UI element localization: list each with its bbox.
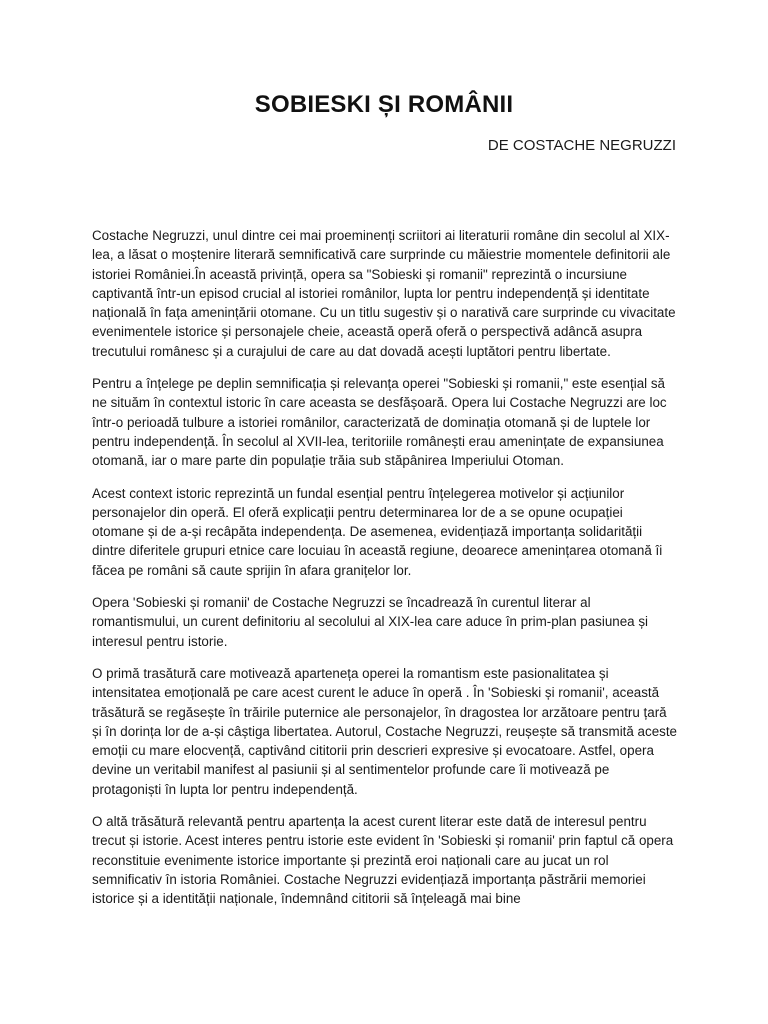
paragraph-2: Pentru a înțelege pe deplin semnificația și relevanța operei "Sobieski și romanii," este esențial să ne situăm în contextul istoric în care aceasta se desfășoară. Opera lui Costache Negruzzi are loc într-o perioadă tulbure a istoriei românilor, caracterizată de dominația otomană și de luptele lor pentru independență. În secolul al XVII-lea, teritoriile românești erau amenințate de expansiunea otomană, iar o mare parte din populație trăia sub stăpânirea Imperiului Otoman.: [92, 376, 667, 469]
paragraph-4: Opera 'Sobieski și romanii' de Costache Negruzzi se încadrează în curentul literar al romantismului, un curent definitoriu al secolului al XIX-lea care aduce în prim-plan pasiunea și interesul pentru istorie.: [92, 595, 648, 649]
paragraph-1: Costache Negruzzi, unul dintre cei mai proeminenți scriitori ai literaturii române din secolul al XIX-lea, a lăsat o moștenire literară semnificativă care surprinde cu măiestrie momentele definitorii ale istoriei României.În această privință, opera sa "Sobieski și romanii" reprezintă o incursiune captivantă într-un episod crucial al istoriei românilor, lupta lor pentru independență și identitate națională în fața amenințării otomane. Cu un titlu sugestiv și o narativă care surprinde cu vivacitate evenimentele istorice și personajele cheie, această operă oferă o perspectivă adâncă asupra trecutului românesc și a curajului de care au dat dovadă acești luptători pentru libertate.: [92, 228, 676, 359]
document-body: [92, 226, 678, 922]
document-title: SOBIESKI ȘI ROMÂNII: [254, 91, 514, 118]
paragraph-3: Acest context istoric reprezintă un fundal esențial pentru înțelegerea motivelor și acțiunilor personajelor din operă. El oferă explicații pentru determinarea lor de a se opune ocupației otomane și de a-și recâpăta independența. De asemenea, evidențiază importanța solidarității dintre diferitele grupuri etnice care locuiau în această regiune, deoarece amenințarea otomană îi făcea pe români să caute sprijin în afara granițelor lor.: [92, 485, 663, 578]
paragraph-5: O primă trasătură care motivează aparteneța operei la romantism este pasionalitatea și intensitatea emoțională pe care acest curent le aduce în operă . În 'Sobieski și romanii', această trăsătură se regăsește în trăirile puternice ale personajelor, în dragostea lor arzătoare pentru țară și în dorința lor de a-și câștiga libertatea. Autorul, Costache Negruzzi, reușește să transmită aceste emoții cu mare elocvență, captivând cititorii prin descrieri expresive și evocatoare. Astfel, opera devine un veritabil manifest al pasiunii și al sentimentelor profunde care îi motivează pe protagoniști în lupta lor pentru independență.: [92, 665, 678, 797]
document-author: DE COSTACHE NEGRUZZI: [487, 137, 676, 154]
paragraph-6: O altă trăsătură relevantă pentru apartența la acest curent literar este dată de interesul pentru trecut și istorie. Acest interes pentru istorie este evident în 'Sobieski și romanii' prin faptul că opera reconstituie evenimente istorice importante și prezintă eroi naționali care au jucat un rol semnificativ în istoria României. Costache Negruzzi evidențiază importanța păstrării memoriei istorice și a identității naționale, îndemnând cititorii să înțeleagă mai bine: [92, 814, 674, 907]
